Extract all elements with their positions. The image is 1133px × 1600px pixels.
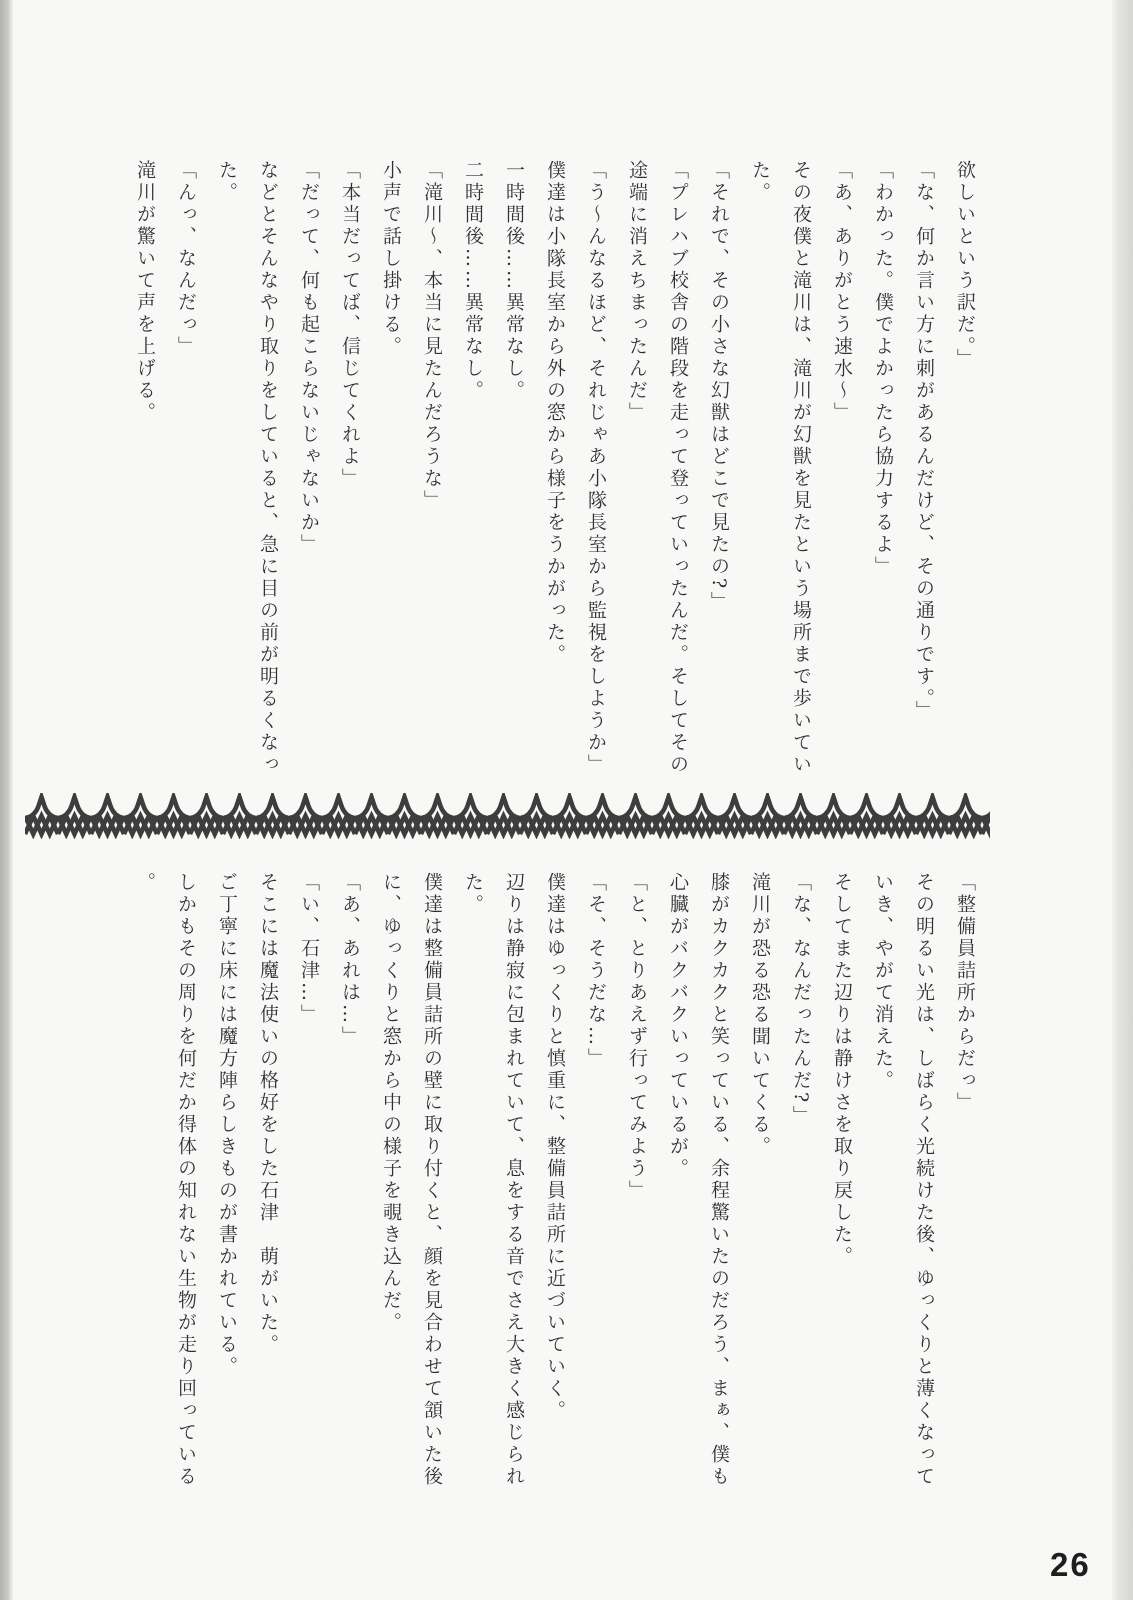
story-text-top-section: [123, 160, 985, 788]
text-column: 「それで、その小さな幻獣はどこで見たの?」: [708, 160, 730, 614]
text-column: 滝川が驚いて声を上げる。: [134, 160, 156, 424]
text-column: 「プレハブ校舎の階段を走って登っていったんだ。そしてその: [667, 160, 689, 776]
text-column: 「あ、あれは…」: [339, 872, 361, 1048]
text-column: 「な、何か言い方に刺があるんだけど、その通りです。」: [913, 160, 935, 723]
text-column: しかもその周りを何だか得体の知れない生物が走り回っている: [175, 872, 197, 1488]
page-spine-shadow: [0, 0, 13, 1600]
text-column: 「い、石津…」: [298, 872, 320, 1026]
text-column: に、ゆっくりと窓から中の様子を覗き込んだ。: [380, 872, 402, 1334]
text-column: 「あ、ありがとう速水〜」: [831, 160, 853, 424]
text-column: 一時間後……異常なし。: [503, 160, 525, 402]
text-column: 「う〜んなるほど、それじゃあ小隊長室から監視をしようか」: [585, 160, 607, 776]
text-column: 小声で話し掛ける。: [380, 160, 402, 358]
text-column: 「滝川〜、本当に見たんだろうな」: [421, 160, 443, 512]
text-column: そしてまた辺りは静けさを取り戻した。: [831, 872, 853, 1268]
text-column: た。: [462, 872, 484, 916]
text-column: 僕達は整備員詰所の壁に取り付くと、顔を見合わせて頷いた後: [421, 872, 443, 1488]
text-column: 二時間後……異常なし。: [462, 160, 484, 402]
story-text-bottom-section: [123, 872, 985, 1512]
text-column: 辺りは静寂に包まれていて、息をする音でさえ大きく感じられ: [503, 872, 525, 1488]
text-column: 「と、とりあえず行ってみよう」: [626, 872, 648, 1202]
text-column: 滝川が恐る恐る聞いてくる。: [749, 872, 771, 1158]
text-column: その明るい光は、しばらく光続けた後、ゆっくりと薄くなって: [913, 872, 935, 1488]
text-column: 僕達は小隊長室から外の窓から様子をうかがった。: [544, 160, 566, 666]
text-column: た。: [216, 160, 238, 204]
page-edge-shadow: [1112, 0, 1133, 1600]
page-number: 26: [1050, 1546, 1091, 1583]
text-column: 「そ、そうだな…」: [585, 872, 607, 1070]
text-column: その夜僕と滝川は、滝川が幻獣を見たという場所まで歩いてい: [790, 160, 812, 776]
text-column: 僕達はゆっくりと慎重に、整備員詰所に近づいていく。: [544, 872, 566, 1422]
text-column: などとそんなやり取りをしていると、急に目の前が明るくなっ: [257, 160, 279, 776]
text-column: いき、やがて消えた。: [872, 872, 894, 1092]
text-column: 膝がカクカクと笑っている、余程驚いたのだろう、まぁ、僕も: [708, 872, 730, 1488]
text-column: そこには魔法使いの格好をした石津 萌がいた。: [257, 872, 279, 1356]
text-column: ご丁寧に床には魔方陣らしきものが書かれている。: [216, 872, 238, 1378]
text-column: 「わかった。僕でよかったら協力するよ」: [872, 160, 894, 578]
text-column: 「整備員詰所からだっ」: [954, 872, 976, 1114]
text-column: 心臓がバクバクいっているが。: [667, 872, 689, 1180]
text-column: 「んっ、なんだっ」: [175, 160, 197, 358]
text-column: 「だって、何も起こらないじゃないか」: [298, 160, 320, 556]
section-divider-ornament: [25, 793, 990, 839]
text-column: た。: [749, 160, 771, 204]
text-column: 「本当だってば、信じてくれよ」: [339, 160, 361, 490]
text-column: 欲しいという訳だ。」: [954, 160, 976, 371]
text-column: 。: [134, 872, 156, 894]
text-column: 「な、なんだったんだ?」: [790, 872, 812, 1128]
text-column: 途端に消えちまったんだ」: [626, 160, 648, 424]
